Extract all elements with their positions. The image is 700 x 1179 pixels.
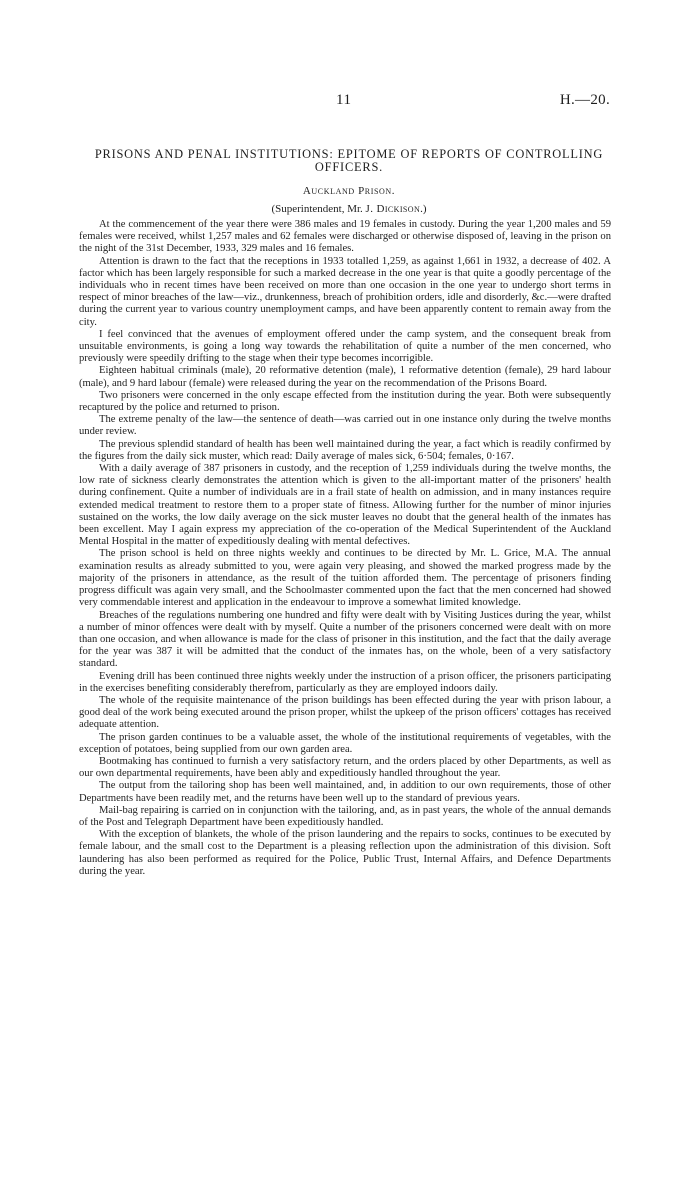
paragraph: Two prisoners were concerned in the only escape effected from the institution during the year. Both were subsequently recaptured by the police and returned to prison.: [79, 389, 611, 414]
paragraph: With the exception of blankets, the whole of the prison laundering and the repairs to socks, continues to be executed by female labour, and the small cost to the Department is a pleasing reflection upon the administration of this division. Soft laundering has also been performed as required for the Police, Public Trust, Internal Affairs, and Defence Departments during the year.: [79, 829, 611, 877]
paragraph: The previous splendid standard of health has been well maintained during the year, a fact which is readily confirmed by the figures from the daily sick muster, which read: Daily average of males sick, 6·504; females, 0·167.: [79, 438, 611, 462]
paragraph: Breaches of the regulations numbering one hundred and fifty were dealt with by Visiting Justices during the year, whilst a number of minor offences were dealt with by myself. Quite a number of the prisoners concerned were dealt with on more than one occasion, and when allowance is made for the class of prisoner in this institution, and the fact that the daily average for the year was 387 it will be admitted that the conduct of the inmates has, on the whole, been of a very satisfactory standard.: [79, 609, 611, 670]
paragraph: The prison garden continues to be a valuable asset, the whole of the institutional requirements of vegetables, with the exception of potatoes, being supplied from our own garden area.: [79, 731, 611, 755]
superintendent-line: [90, 203, 608, 216]
paragraph: Bootmaking has continued to furnish a very satisfactory return, and the orders placed by other Departments, as well as our own departmental requirements, have been ably and expeditiously handled throughout the year.: [79, 755, 611, 780]
paragraph: Mail-bag repairing is carried on in conjunction with the tailoring, and, as in past years, the whole of the annual demands of the Post and Telegraph Department have been expeditiously handled.: [79, 804, 611, 828]
superintendent-suffix: .): [420, 203, 427, 215]
page-number: 11: [336, 92, 352, 108]
document-reference: H.—20.: [559, 92, 610, 108]
paragraph: The extreme penalty of the law—the sentence of death—was carried out in one instance only during the twelve months under review.: [79, 414, 611, 438]
paragraph: With a daily average of 387 prisoners in custody, and the reception of 1,259 individuals during the twelve months, the low rate of sickness clearly demonstrates the attention which is given to the all-important matter of the prisoners' health during confinement. Quite a number of individuals are in a frail state of health on admission, and in many instances require extended medical treatment to restore them to a proper state of fitness. Allowing further for the number of minor injuries sustained on the works, the low daily average on the sick muster leaves no doubt that the general health of the inmates has been excellent. May I again express my appreciation of the co-operation of the Medical Superintendent of the Auckland Mental Hospital in the matter of expeditiously dealing with mental defectives.: [79, 463, 611, 548]
paragraph: The whole of the requisite maintenance of the prison buildings has been effected during the year with prison labour, a good deal of the work being executed around the prison proper, whilst the upkeep of the prison officers' cottages has received adequate attention.: [79, 694, 611, 731]
page-header: [0, 92, 700, 112]
superintendent-prefix: (Superintendent, Mr.: [271, 203, 366, 215]
paragraph: Attention is drawn to the fact that the receptions in 1933 totalled 1,259, as against 1,661 in 1932, a decrease of 402. A factor which has been largely responsible for such a marked decrease in the one year is that quite a goodly percentage of the individuals who in recent times have been received on more than one occasion in the one year to undergo short terms in respect of minor breaches of the law—viz., drunkenness, breach of prohibition orders, idle and disorderly, &c.—were drafted during the current year to various country unemployment camps, and have been apparently content to remain away from the city.: [79, 255, 611, 328]
paragraph: At the commencement of the year there were 386 males and 19 females in custody. During the year 1,200 males and 59 females were received, whilst 1,257 males and 62 females were discharged or otherwise disposed of, leaving in the prison on the night of the 31st December, 1933, 329 males and 16 females.: [79, 219, 611, 255]
document-title: PRISONS AND PENAL INSTITUTIONS: EPITOME OF REPORTS OF CONTROLLING OFFICERS.: [94, 147, 604, 174]
paragraph: Evening drill has been continued three nights weekly under the instruction of a prison officer, the prisoners participating in the exercises benefiting considerably therefrom, particularly as they are employed indoors daily.: [79, 670, 611, 694]
superintendent-name: J. Dickison: [365, 203, 421, 215]
section-heading: Auckland Prison.: [302, 185, 396, 197]
paragraph: Eighteen habitual criminals (male), 20 reformative detention (male), 1 reformative detention (female), 29 hard labour (male), and 9 hard labour (female) were released during the year on the recommendation of the Prisons Board.: [79, 365, 611, 389]
report-body: [79, 219, 611, 878]
paragraph: The prison school is held on three nights weekly and continues to be directed by Mr. L. Grice, M.A. The annual examination results as already submitted to you, were again very pleasing, and showed the marked progress made by the majority of the prisoners in attendance, as the result of the tuition afforded them. The percentage of prisoners finding progress difficult was again very small, and the Schoolmaster commented upon the fact that the men concerned had showed very commendable interest and application in the endeavour to improve a somewhat limited knowledge.: [79, 548, 611, 609]
paragraph: I feel convinced that the avenues of employment offered under the camp system, and the consequent break from unsuitable environments, is going a long way towards the rehabilitation of quite a number of the men concerned, who previously were speedily drifting to the stage when their type becomes incorrigible.: [79, 328, 611, 365]
paragraph: The output from the tailoring shop has been well maintained, and, in addition to our own requirements, those of other Departments have been readily met, and the returns have been well up to the standard of previous years.: [79, 780, 611, 804]
